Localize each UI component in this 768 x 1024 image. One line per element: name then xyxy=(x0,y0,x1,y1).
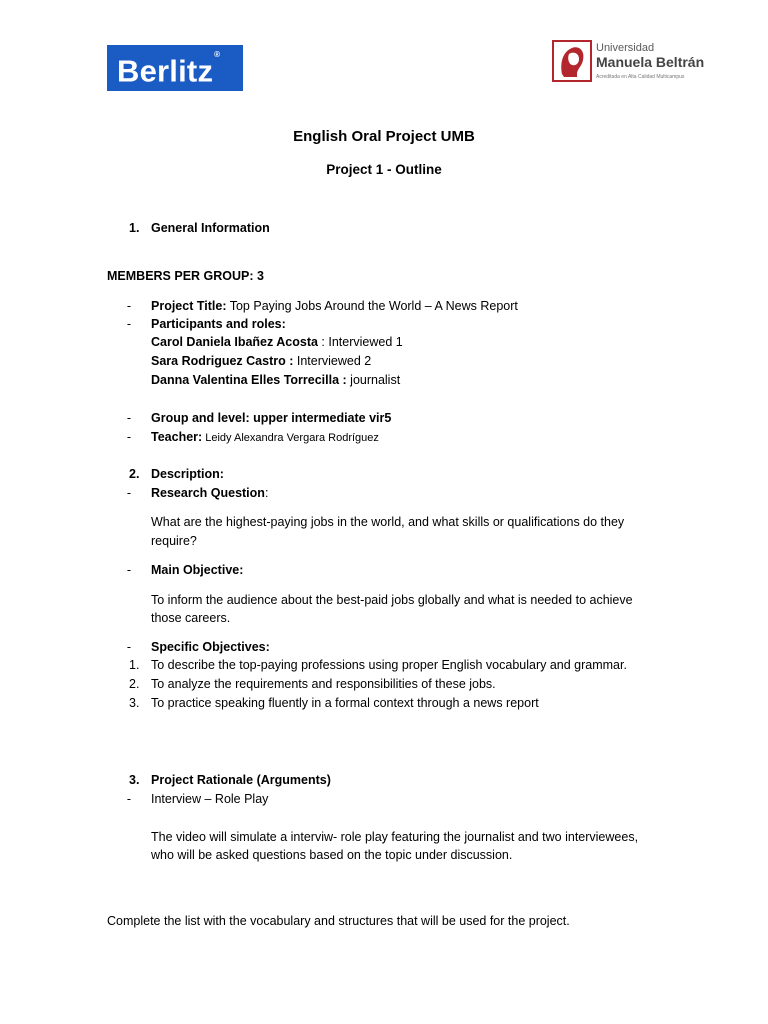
project-title-label: Project Title: xyxy=(151,299,227,313)
bullet-dash: - xyxy=(126,430,132,444)
umb-line1: Universidad xyxy=(596,42,655,54)
objective-item: To analyze the requirements and responsibilities of these jobs. xyxy=(151,677,496,691)
bullet-dash: - xyxy=(126,486,132,500)
participant-role: : Interviewed 1 xyxy=(317,335,403,349)
registered-mark: ® xyxy=(214,50,221,59)
teacher-value: Leidy Alexandra Vergara Rodríguez xyxy=(202,432,379,444)
page-subtitle: Project 1 - Outline xyxy=(326,162,442,177)
section3-number: 3. xyxy=(129,773,140,787)
objective-number: 2. xyxy=(129,677,140,691)
members-per-group: MEMBERS PER GROUP: 3 xyxy=(107,269,264,283)
research-question-text: require? xyxy=(151,534,197,548)
page-title: English Oral Project UMB xyxy=(293,128,475,145)
project-title-line xyxy=(151,297,518,315)
teacher-label: Teacher: xyxy=(151,430,203,444)
participant-row xyxy=(151,352,371,370)
main-objective-text: To inform the audience about the best-paid jobs globally and what is needed to achieve xyxy=(151,593,633,607)
objective-item: To describe the top-paying professions using proper English vocabulary and grammar. xyxy=(151,658,627,672)
participant-row xyxy=(151,371,400,389)
group-level: Group and level: upper intermediate vir5 xyxy=(151,411,392,425)
objective-number: 3. xyxy=(129,696,140,710)
participants-label: Participants and roles: xyxy=(151,317,286,331)
bullet-dash: - xyxy=(126,411,132,425)
berlitz-logo-text: Berlitz xyxy=(117,53,214,89)
objective-number: 1. xyxy=(129,658,140,672)
research-question-line xyxy=(151,484,268,502)
objective-item: To practice speaking fluently in a formal context through a news report xyxy=(151,696,539,710)
research-question-text: What are the highest-paying jobs in the world, and what skills or qualifications do they xyxy=(151,515,625,529)
main-objective-label: Main Objective: xyxy=(151,563,244,577)
section2-heading: Description: xyxy=(151,467,224,481)
interview-role-play: Interview – Role Play xyxy=(151,792,269,806)
specific-objectives-label: Specific Objectives: xyxy=(151,640,270,654)
umb-line2: Manuela Beltrán xyxy=(596,54,705,70)
participant-role: Interviewed 2 xyxy=(293,354,372,368)
berlitz-logo xyxy=(107,45,243,91)
bullet-dash: - xyxy=(126,640,132,654)
main-objective-text: those careers. xyxy=(151,611,231,625)
participant-name: Carol Daniela Ibañez Acosta xyxy=(151,335,318,349)
section1-heading: General Information xyxy=(151,221,270,235)
bullet-dash: - xyxy=(126,563,132,577)
section2-number: 2. xyxy=(129,467,140,481)
video-description: The video will simulate a interviw- role play featuring the journalist and two interviewees, xyxy=(151,830,639,844)
video-description: who will be asked questions based on the topic under discussion. xyxy=(151,848,513,862)
umb-logo xyxy=(552,40,706,86)
project-title-value: Top Paying Jobs Around the World – A News Report xyxy=(226,299,518,313)
section1-number: 1. xyxy=(129,221,140,235)
participant-row xyxy=(151,333,403,351)
umb-emblem-icon xyxy=(552,40,592,82)
bullet-dash: - xyxy=(126,299,132,313)
complete-instruction: Complete the list with the vocabulary and structures that will be used for the project. xyxy=(107,914,570,928)
umb-line3: Acreditada en Alta Calidad Multicampus xyxy=(596,74,685,80)
teacher-line xyxy=(151,428,379,447)
participant-name: Sara Rodriguez Castro : xyxy=(151,354,294,368)
participant-name: Danna Valentina Elles Torrecilla : xyxy=(151,373,347,387)
section3-heading: Project Rationale (Arguments) xyxy=(151,773,331,787)
research-question-colon: : xyxy=(264,486,269,500)
research-question-label: Research Question xyxy=(151,486,265,500)
bullet-dash: - xyxy=(126,792,132,806)
bullet-dash: - xyxy=(126,317,132,331)
participant-role: journalist xyxy=(346,373,401,387)
